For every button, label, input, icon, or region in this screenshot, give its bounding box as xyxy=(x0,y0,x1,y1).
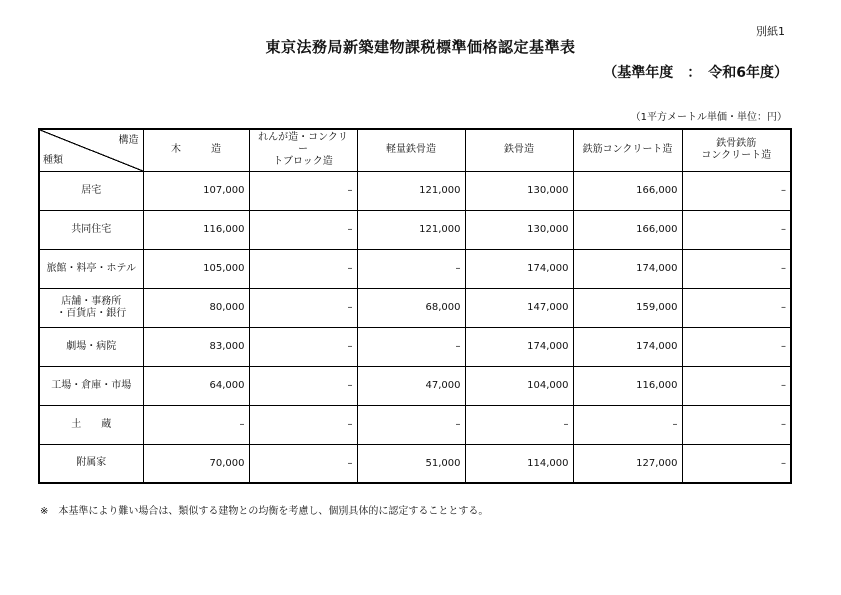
table-cell: 174,000 xyxy=(465,249,573,288)
header-row xyxy=(39,129,791,171)
table-cell: – xyxy=(682,366,791,405)
table-cell: – xyxy=(249,327,357,366)
price-table xyxy=(38,128,792,484)
table-row xyxy=(39,405,791,444)
table-cell: – xyxy=(249,444,357,483)
page-title: 東京法務局新築建物課税標準価格認定基準表 xyxy=(265,38,576,56)
table-cell: – xyxy=(357,249,465,288)
col-header-text: れんが造・コンクリー xyxy=(258,132,348,156)
row-label-text: 共同住宅 xyxy=(71,223,112,235)
table-cell: – xyxy=(249,171,357,210)
row-label xyxy=(39,366,143,405)
row-label xyxy=(39,444,143,483)
table-cell: 147,000 xyxy=(465,288,573,327)
table-row xyxy=(39,444,791,483)
row-label xyxy=(39,249,143,288)
table-cell: 105,000 xyxy=(143,249,249,288)
row-label-text: 劇場・病院 xyxy=(66,340,117,352)
table-cell: 174,000 xyxy=(573,327,682,366)
table-cell: – xyxy=(249,366,357,405)
table-cell: 47,000 xyxy=(357,366,465,405)
base-year: （基準年度 ： 令和6年度） xyxy=(603,65,788,81)
row-label-text: 附属家 xyxy=(76,457,107,469)
table-cell: – xyxy=(249,405,357,444)
table-cell: – xyxy=(143,405,249,444)
table-cell: 174,000 xyxy=(573,249,682,288)
table-cell: 166,000 xyxy=(573,171,682,210)
row-label xyxy=(39,171,143,210)
table-cell: – xyxy=(682,405,791,444)
col-header-text: トブロック造 xyxy=(273,156,333,168)
table-row xyxy=(39,366,791,405)
table-cell: – xyxy=(357,327,465,366)
table-row xyxy=(39,171,791,210)
unit-note: （1平方メートル単価・単位：円） xyxy=(630,112,787,123)
row-label-text: 店舗・事務所 xyxy=(61,295,122,307)
corner-structure-label: 構造 xyxy=(118,135,139,146)
table-cell: 68,000 xyxy=(357,288,465,327)
table-cell: – xyxy=(249,288,357,327)
table-cell: 174,000 xyxy=(465,327,573,366)
table-cell: 64,000 xyxy=(143,366,249,405)
table-cell: 130,000 xyxy=(465,171,573,210)
row-label xyxy=(39,288,143,327)
row-label xyxy=(39,210,143,249)
table-row xyxy=(39,288,791,327)
table-cell: 166,000 xyxy=(573,210,682,249)
table-cell: – xyxy=(249,210,357,249)
table-cell: 116,000 xyxy=(573,366,682,405)
table-row xyxy=(39,210,791,249)
document-tag: 別紙1 xyxy=(756,25,785,38)
table-cell: 70,000 xyxy=(143,444,249,483)
table-cell: 83,000 xyxy=(143,327,249,366)
row-label-text: 居宅 xyxy=(81,184,102,196)
table-cell: – xyxy=(682,171,791,210)
col-header-rc xyxy=(573,129,682,171)
table-cell: – xyxy=(682,249,791,288)
col-header-src xyxy=(682,129,791,171)
corner-cell xyxy=(39,129,143,171)
table-cell: 107,000 xyxy=(143,171,249,210)
row-label-text: 土 蔵 xyxy=(71,418,112,430)
table-cell: – xyxy=(682,444,791,483)
col-header-text: 木 造 xyxy=(171,144,221,156)
table-row xyxy=(39,327,791,366)
table-cell: 116,000 xyxy=(143,210,249,249)
col-header-brick-block xyxy=(249,129,357,171)
table-row xyxy=(39,249,791,288)
table-cell: 121,000 xyxy=(357,171,465,210)
row-label-text: 工場・倉庫・市場 xyxy=(51,379,132,391)
row-label-text: ・百貨店・銀行 xyxy=(56,307,127,319)
col-header-wood xyxy=(143,129,249,171)
table-cell: 114,000 xyxy=(465,444,573,483)
table-cell: 130,000 xyxy=(465,210,573,249)
col-header-text: コンクリート造 xyxy=(701,150,772,162)
table-cell: 159,000 xyxy=(573,288,682,327)
table-cell: – xyxy=(357,405,465,444)
footnote: ※ 本基準により難い場合は、類似する建物との均衡を考慮し、個別具体的に認定することとする。 xyxy=(40,506,489,517)
row-label xyxy=(39,405,143,444)
table-cell: – xyxy=(465,405,573,444)
col-header-light-steel xyxy=(357,129,465,171)
table-cell: – xyxy=(682,288,791,327)
col-header-steel xyxy=(465,129,573,171)
row-label xyxy=(39,327,143,366)
col-header-text: 鉄筋コンクリート造 xyxy=(582,144,673,156)
table-cell: – xyxy=(682,327,791,366)
col-header-text: 鉄骨造 xyxy=(504,144,534,156)
table-cell: – xyxy=(573,405,682,444)
table-cell: 80,000 xyxy=(143,288,249,327)
col-header-text: 軽量鉄骨造 xyxy=(386,144,436,156)
table-cell: – xyxy=(682,210,791,249)
table-cell: 127,000 xyxy=(573,444,682,483)
col-header-text: 鉄骨鉄筋 xyxy=(716,138,757,150)
table-cell: 104,000 xyxy=(465,366,573,405)
row-label-text: 旅館・料亭・ホテル xyxy=(46,262,136,274)
corner-type-label: 種類 xyxy=(43,154,63,166)
table-cell: – xyxy=(249,249,357,288)
table-cell: 121,000 xyxy=(357,210,465,249)
table-cell: 51,000 xyxy=(357,444,465,483)
